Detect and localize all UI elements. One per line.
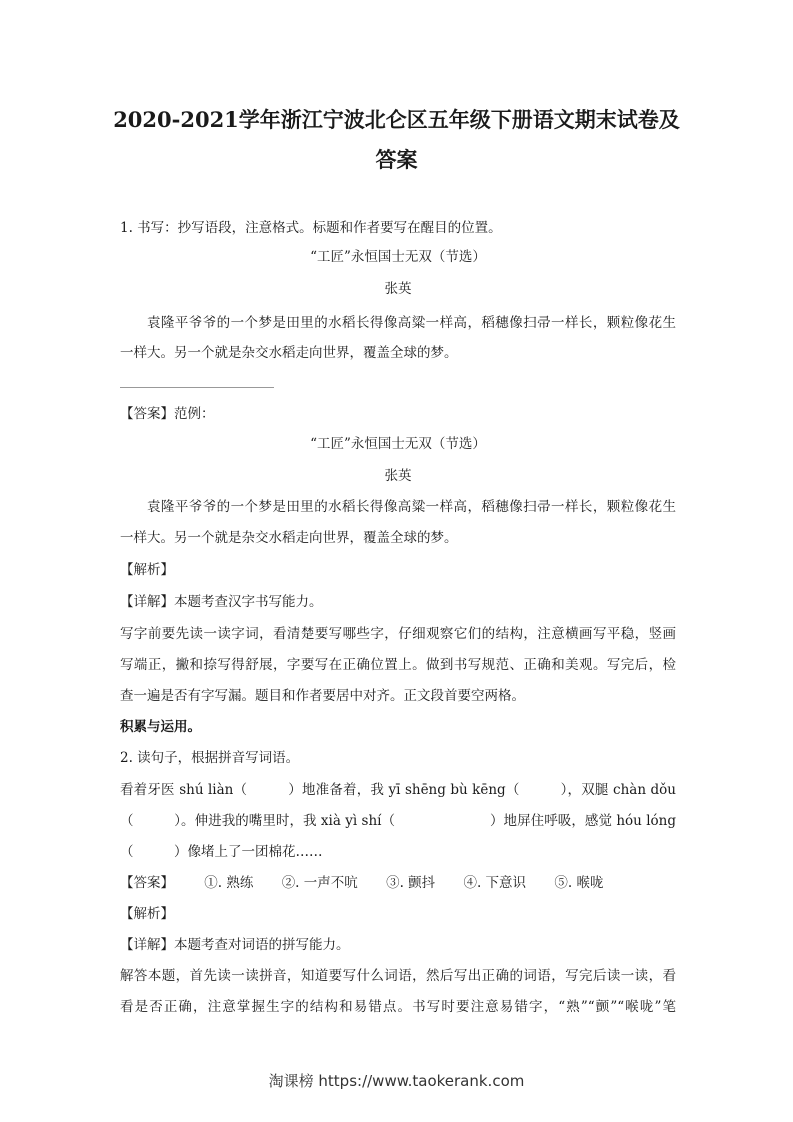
section-heading: 积累与运用。	[120, 719, 201, 735]
question-1-stem: 1. 书写：抄写语段，注意格式。标题和作者要写在醒目的位置。	[120, 220, 502, 236]
answer-1-label: 【答案】范例：	[120, 406, 215, 422]
separator-rule	[120, 387, 274, 388]
answer-1-analysis-label: 【解析】	[120, 562, 174, 578]
answer-2-explanation-line-1: 解答本题，首先读一读拼音，知道要写什么词语，然后写出正确的词语，写完后读一读，看	[120, 968, 676, 984]
question-2-stem: 2. 读句子，根据拼音写词语。	[120, 750, 300, 766]
answer-1-explanation-line-2: 写端正，撇和捺写得舒展，字要写在正确位置上。做到书写规范、正确和美观。写完后，检	[120, 657, 676, 673]
question-1-passage-title: “工匠”永恒国士无双（节选）	[310, 249, 486, 265]
answer-2-item-3: ③. 颤抖	[386, 875, 436, 891]
answer-2-row	[120, 873, 676, 893]
title-line-2: 答案	[375, 147, 418, 172]
question-1-paragraph-line-1: 袁隆平爷爷的一个梦是田里的水稻长得像高粱一样高，稻穗像扫帚一样长，颗粒像花生	[147, 315, 676, 331]
answer-2-detail: 【详解】本题考查对词语的拼写能力。	[120, 937, 350, 953]
answer-2-explanation-line-2: 看是否正确，注意掌握生字的结构和易错点。书写时要注意易错字，“熟”“颤”“喉咙”笔	[120, 999, 676, 1015]
answer-1-paragraph-line-2: 一样大。另一个就是杂交水稻走向世界，覆盖全球的梦。	[120, 530, 458, 546]
answer-2-item-4: ④. 下意识	[463, 875, 527, 891]
answer-1-paragraph-line-1: 袁隆平爷爷的一个梦是田里的水稻长得像高粱一样高，稻穗像扫帚一样长，颗粒像花生	[147, 499, 676, 515]
question-2-line-2: （ ）。伸进我的嘴里时，我 xià yì shí（ ）地屏住呼吸，感觉 hóu lóng	[120, 813, 676, 829]
answer-2-item-5: ⑤. 喉咙	[554, 875, 604, 891]
question-2-line-3: （ ）像堵上了一团棉花……	[120, 844, 323, 860]
answer-2-label: 【答案】	[120, 875, 174, 891]
question-1-author: 张英	[384, 281, 412, 297]
answer-2-item-2: ②. 一声不吭	[281, 875, 358, 891]
footer-watermark: 淘课榜 https://www.taokerank.com	[268, 1072, 525, 1090]
answer-2-item-1: ①. 熟练	[204, 875, 254, 891]
answer-1-explanation-line-3: 查一遍是否有字写漏。题目和作者要居中对齐。正文段首要空两格。	[120, 688, 525, 704]
question-1-paragraph-line-2: 一样大。另一个就是杂交水稻走向世界，覆盖全球的梦。	[120, 345, 458, 361]
document-title	[90, 100, 703, 180]
answer-1-explanation-line-1: 写字前要先读一读字词，看清楚要写哪些字，仔细观察它们的结构，注意横画写平稳，竖画	[120, 626, 676, 642]
title-line-1: 2020-2021学年浙江宁波北仑区五年级下册语文期末试卷及	[113, 107, 680, 132]
answer-2-analysis-label: 【解析】	[120, 906, 174, 922]
answer-1-passage-title: “工匠”永恒国士无双（节选）	[310, 436, 486, 452]
answer-1-detail: 【详解】本题考查汉字书写能力。	[120, 594, 323, 610]
question-2-line-1: 看着牙医 shú liàn（ ）地准备着，我 yī shēng bù kēng（ ），双腿 chàn dǒu	[120, 782, 676, 798]
answer-1-author: 张英	[384, 468, 412, 484]
